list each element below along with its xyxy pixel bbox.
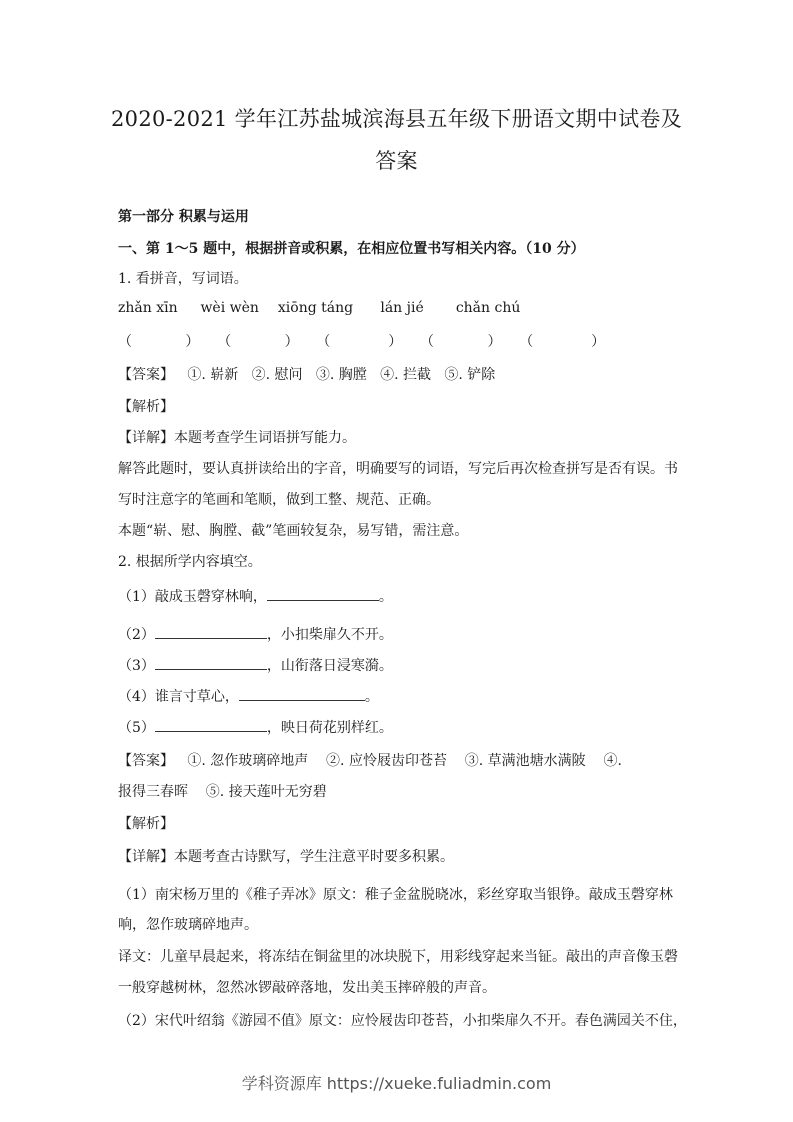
footer-watermark: 学科资源库 https://xueke.fuliadmin.com	[241, 1074, 552, 1093]
q2-para1-line2: 响，忽作玻璃碎地声。	[118, 917, 258, 933]
q1-para1-line1: 解答此题时，要认真拼读给出的字音，明确要写的词语，写完后再次检查拼写是否有误。书	[118, 461, 678, 477]
title-line-1: 2020-2021 学年江苏盐城滨海县五年级下册语文期中试卷及	[111, 107, 682, 131]
pinyin-3: xiōng táng	[277, 300, 354, 316]
q1-detail: 【详解】本题考查学生词语拼写能力。	[118, 430, 356, 446]
q2-item-4	[118, 686, 379, 706]
q2-item-2-end: ，小扣柴扉久不开。	[266, 627, 393, 643]
q2-item-3-text: （3）	[118, 658, 155, 674]
q1-para2: 本题“崭、慰、胸膛、截”笔画较复杂，易写错，需注意。	[118, 523, 469, 539]
answer-blank	[155, 655, 267, 670]
q2-detail: 【详解】本题考查古诗默写，学生注意平时要多积累。	[118, 849, 454, 865]
part-heading: 第一部分 积累与运用	[118, 209, 249, 225]
q1-para1-line2: 写时注意字的笔画和笔顺，做到工整、规范、正确。	[118, 492, 440, 508]
q2-item-3	[118, 655, 393, 675]
answer-blank	[155, 624, 267, 639]
q2-item-1-end: 。	[378, 589, 393, 605]
q2-answer-line2: 报得三春晖 ⑤. 接天莲叶无穷碧	[118, 784, 327, 800]
q2-analysis-label: 【解析】	[118, 816, 174, 832]
q2-item-2	[118, 624, 393, 644]
q2-item-5-text: （5）	[118, 720, 155, 736]
q2-prompt: 2. 根据所学内容填空。	[118, 554, 262, 570]
q2-item-2-text: （2）	[118, 627, 155, 643]
q2-item-1-text: （1）敲成玉磬穿林响，	[118, 589, 267, 605]
pinyin-4: lán jié	[380, 300, 424, 316]
pinyin-1: zhǎn xīn	[118, 300, 178, 316]
q1-pinyin-row	[118, 300, 520, 316]
answer-blank	[239, 686, 365, 701]
pinyin-5: chǎn chú	[455, 300, 521, 316]
q2-para3-line1: （2）宋代叶绍翁《游园不值》原文：应怜屐齿印苍苔，小扣柴扉久不开。春色满园关不住，	[118, 1013, 687, 1029]
q2-item-5	[118, 717, 393, 737]
q2-item-1	[118, 586, 393, 606]
answer-blank	[267, 586, 379, 601]
title-line-2: 答案	[375, 149, 418, 173]
q1-answer: 【答案】 ①. 崭新 ②. 慰问 ③. 胸膛 ④. 拦截 ⑤. 铲除	[118, 367, 496, 383]
q2-item-3-end: ，山衔落日浸寒漪。	[266, 658, 393, 674]
q1-answer-brackets: （ ） （ ） （ ） （ ） （ ）	[118, 334, 606, 350]
q1-analysis-label: 【解析】	[118, 399, 174, 415]
section-heading: 一、第 1～5 题中，根据拼音或积累，在相应位置书写相关内容。（10 分）	[118, 241, 585, 257]
q2-para1-line1: （1）南宋杨万里的《稚子弄冰》原文：稚子金盆脱晓冰，彩丝穿取当银铮。敲成玉磬穿林	[118, 887, 673, 903]
document-title	[60, 98, 733, 182]
q2-para2-line1: 译文：儿童早晨起来，将冻结在铜盆里的冰块脱下，用彩线穿起来当钲。敲出的声音像玉磬	[118, 949, 678, 965]
q2-item-4-end: 。	[364, 689, 379, 705]
q2-item-5-end: ，映日荷花别样红。	[266, 720, 393, 736]
pinyin-2: wèi wèn	[200, 300, 259, 316]
q2-para2-line2: 一般穿越树林，忽然冰锣敲碎落地，发出美玉摔碎般的声音。	[118, 980, 496, 996]
q1-prompt: 1. 看拼音，写词语。	[118, 271, 248, 287]
q2-item-4-text: （4）谁言寸草心，	[118, 689, 239, 705]
answer-blank	[155, 717, 267, 732]
q2-answer-line1: 【答案】 ①. 忽作玻璃碎地声 ②. 应怜屐齿印苍苔 ③. 草满池塘水满陂 ④.	[118, 753, 622, 769]
